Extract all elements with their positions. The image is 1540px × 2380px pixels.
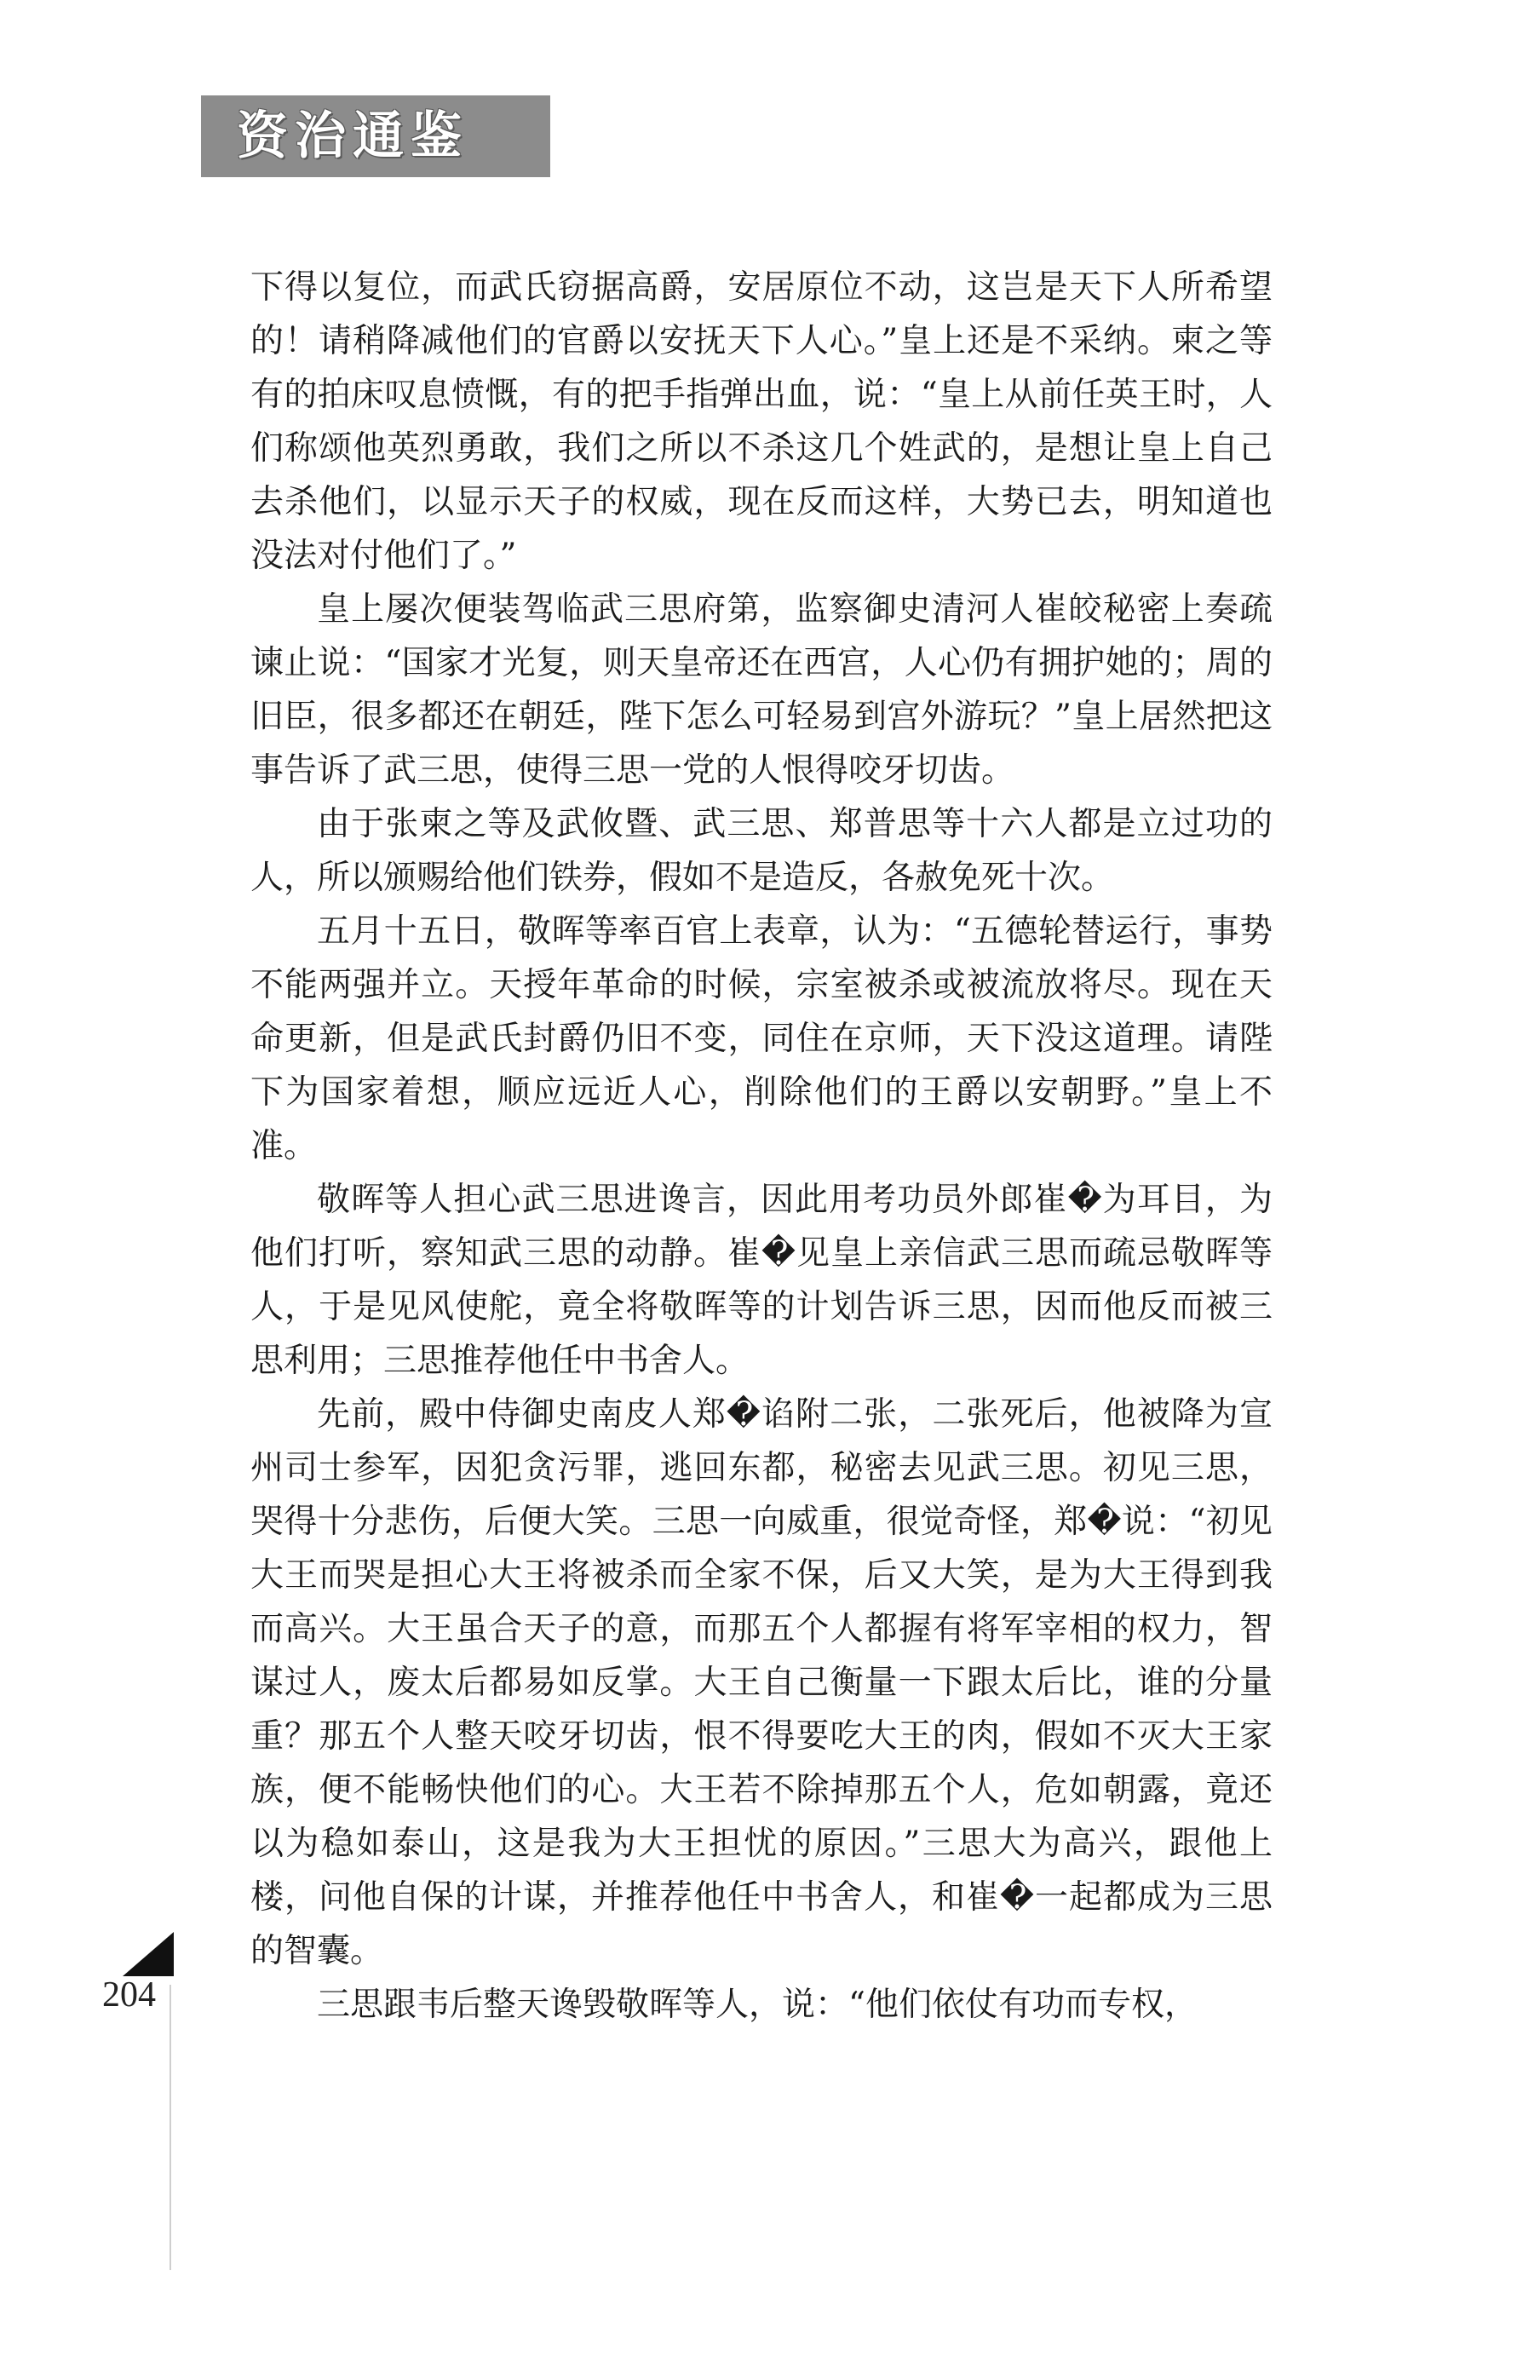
margin-divider [170,1985,171,2270]
paragraph-4: 五月十五日，敬晖等率百官上表章，认为：“五德轮替运行，事势不能两强并立。天授年革命的时候，宗室被杀或被流放将尽。现在天命更新，但是武氏封爵仍旧不变，同住在京师，天下没这道理。请陛下为国家着想，顺应远近人心，削除他们的王爵以安朝野。”皇上不准。 [250,912,1273,1165]
page-number: 204 [102,1975,156,2015]
page-corner-triangle-icon [123,1932,174,1976]
book-title: 资治通鉴 [237,106,468,166]
paragraph-1: 下得以复位，而武氏窃据高爵，安居原位不动，这岂是天下人所希望的！请稍降减他们的官爵以安抚天下人心。”皇上还是不采纳。柬之等有的拍床叹息愤慨，有的把手指弹出血，说：“皇上从前任英王时，人们称颂他英烈勇敢，我们之所以不杀这几个姓武的，是想让皇上自己去杀他们，以显示天子的权威，现在反而这样，大势已去，明知道也没法对付他们了。” [250,268,1273,575]
body-text [250,261,1273,2032]
paragraph-5: 敬晖等人担心武三思进谗言，因此用考功员外郎崔�为耳目，为他们打听，察知武三思的动静。崔�见皇上亲信武三思而疏忌敬晖等人，于是见风使舵，竟全将敬晖等的计划告诉三思，因而他反而被三思利用；三思推荐他任中书舍人。 [250,1181,1273,1380]
paragraph-6: 先前，殿中侍御史南皮人郑�谄附二张，二张死后，他被降为宣州司士参军，因犯贪污罪，逃回东都，秘密去见武三思。初见三思，哭得十分悲伤，后便大笑。三思一向威重，很觉奇怪，郑�说：“初见大王而哭是担心大王将被杀而全家不保，后又大笑，是为大王得到我而高兴。大王虽合天子的意，而那五个人都握有将军宰相的权力，智谋过人，废太后都易如反掌。大王自己衡量一下跟太后比，谁的分量重？那五个人整天咬牙切齿，恨不得要吃大王的肉，假如不灭大王家族，便不能畅快他们的心。大王若不除掉那五个人，危如朝露，竟还以为稳如泰山，这是我为大王担忧的原因。”三思大为高兴，跟他上楼，问他自保的计谋，并推荐他任中书舍人，和崔�一起都成为三思的智囊。 [250,1395,1273,1970]
paragraph-7: 三思跟韦后整天谗毁敬晖等人，说：“他们依仗有功而专权， [317,1986,1198,2024]
paragraph-2: 皇上屡次便装驾临武三思府第，监察御史清河人崔皎秘密上奏疏谏止说：“国家才光复，则天皇帝还在西宫，人心仍有拥护她的；周的旧臣，很多都还在朝廷，陛下怎么可轻易到宫外游玩？”皇上居然把这事告诉了武三思，使得三思一党的人恨得咬牙切齿。 [250,590,1273,790]
paragraph-3: 由于张柬之等及武攸暨、武三思、郑普思等十六人都是立过功的人，所以颁赐给他们铁券，假如不是造反，各赦免死十次。 [250,805,1273,897]
